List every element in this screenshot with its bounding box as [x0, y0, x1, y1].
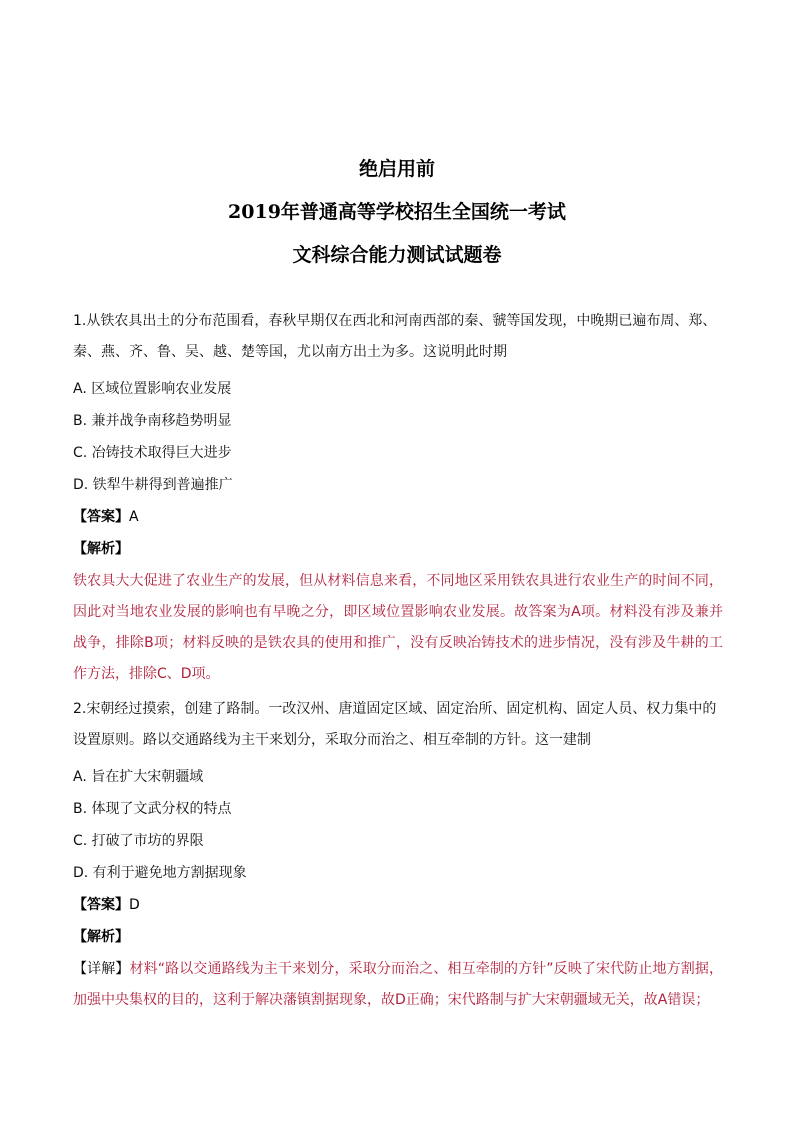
question-2-option-c: C. 打破了市坊的界限 — [73, 833, 204, 849]
analysis-label: 【解析】 — [73, 929, 129, 945]
header-paper-title: 文科综合能力测试试题卷 — [292, 244, 502, 266]
question-1-option-a: A. 区域位置影响农业发展 — [73, 381, 232, 397]
header-confidential: 绝启用前 — [358, 158, 435, 180]
question-2-stem: 2.宋朝经过摸索，创建了路制。一改汉州、唐道固定区域、固定治所、固定机构、固定人员、权力集中的设置原则。路以交通路线为主干来划分，采取分而治之、相互牵制的方针。这一建制 — [73, 701, 717, 748]
question-2-analysis-text: 材料“路以交通路线为主干来划分，采取分而治之、相互牵制的方针”反映了宋代防止地方割据，加强中央集权的目的，这利于解决藩镇割据现象，故D正确；宋代路制与扩大宋朝疆域无关，故A错误； — [73, 961, 723, 1008]
question-2-analysis-label — [73, 926, 723, 948]
header-exam-title: 2019年普通高等学校招生全国统一考试 — [228, 201, 566, 223]
question-2-option-d: D. 有利于避免地方割据现象 — [73, 865, 247, 881]
question-1-stem: 1.从铁农具出土的分布范围看，春秋早期仅在西北和河南西部的秦、虢等国发现，中晚期已遍布周、郑、秦、燕、齐、鲁、吴、越、楚等国，尤以南方出土为多。这说明此时期 — [73, 313, 717, 360]
question-2 — [73, 694, 723, 1016]
answer-label: 【答案】 — [73, 509, 129, 525]
question-1-option-d: D. 铁犁牛耕得到普遍推广 — [73, 477, 233, 493]
answer-value: A — [129, 509, 139, 525]
question-2-option-a: A. 旨在扩大宋朝疆域 — [73, 769, 204, 785]
question-1-analysis-label — [73, 538, 723, 560]
question-1-option-b: B. 兼并战争南移趋势明显 — [73, 413, 232, 429]
question-2-analysis — [73, 954, 723, 1016]
detail-label: 【详解】 — [73, 961, 130, 977]
question-2-option-b: B. 体现了文武分权的特点 — [73, 801, 232, 817]
answer-label: 【答案】 — [73, 897, 129, 913]
question-1-answer — [73, 506, 723, 528]
analysis-label: 【解析】 — [73, 541, 129, 557]
question-1-option-c: C. 冶铸技术取得巨大进步 — [73, 445, 232, 461]
question-1-analysis-text: 铁农具大大促进了农业生产的发展，但从材料信息来看，不同地区采用铁农具进行农业生产的时间不同，因此对当地农业发展的影响也有早晚之分，即区域位置影响农业发展。故答案为A项。材料没有涉及兼并战争，排除B项；材料反映的是铁农具的使用和推广，没有反映冶铸技术的进步情况，没有涉及牛耕的工作方法，排除C、D项。 — [73, 573, 723, 682]
answer-value: D — [129, 897, 140, 913]
question-1 — [73, 306, 723, 690]
question-2-answer — [73, 894, 723, 916]
question-content — [73, 306, 723, 1016]
